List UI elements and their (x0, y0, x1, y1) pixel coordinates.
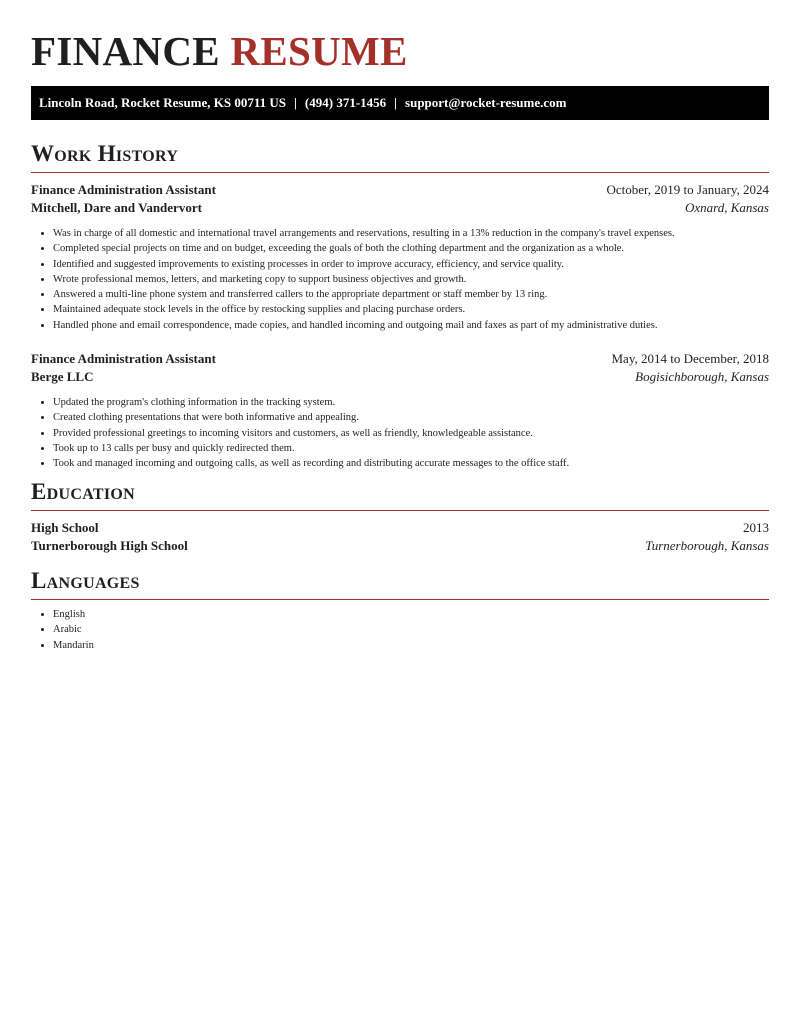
education-school-row (31, 537, 769, 555)
section-title-languages: Languages (31, 568, 140, 593)
education-section (31, 479, 769, 555)
job-location: Oxnard, Kansas (684, 200, 769, 215)
education-header-row (31, 519, 769, 537)
section-rule (31, 599, 769, 600)
job-bullet: • Maintained adequate stock levels in the office by restocking supplies and placing purchase orders. (53, 302, 769, 317)
contact-email[interactable]: support@rocket-resume.com (405, 95, 567, 110)
job-bullet: • Answered a multi-line phone system and transferred callers to the appropriate department or staff member by 13 ring. (53, 287, 769, 302)
contact-separator: | (294, 95, 297, 110)
education-year: 2013 (743, 520, 769, 535)
job-bullets (31, 226, 769, 333)
section-rule (31, 172, 769, 173)
job-position: Finance Administration Assistant (31, 182, 216, 197)
job-header-row (31, 181, 769, 199)
first-name: FINANCE (31, 28, 220, 74)
resume-name (31, 27, 408, 75)
education-degree: High School (31, 520, 99, 535)
languages-section (31, 568, 769, 653)
education-school: Turnerborough High School (31, 538, 188, 553)
job-bullet: • Took up to 13 calls per busy and quickly redirected them. (53, 441, 769, 456)
job-bullet: • Handled phone and email correspondence, made copies, and handled incoming and outgoing mail and faxes as part of my administrative duties. (53, 318, 769, 333)
job-bullet: • Took and managed incoming and outgoing calls, as well as recording and distributing accurate messages to the office staff. (53, 456, 769, 471)
job-bullets (31, 395, 769, 471)
job-company-row (31, 368, 769, 386)
job-company: Berge LLC (31, 369, 94, 385)
languages-list (31, 607, 769, 653)
job-bullet: • Identified and suggested improvements to existing processes in order to improve accuracy, efficiency, and service quality. (53, 257, 769, 272)
job-company: Mitchell, Dare and Vandervort (31, 200, 202, 215)
language-item: • English (53, 607, 769, 622)
language-item: • Arabic (53, 622, 769, 637)
job-dates: October, 2019 to January, 2024 (606, 182, 769, 197)
job-dates: May, 2014 to December, 2018 (611, 351, 769, 367)
job-location: Bogisichborough, Kansas (635, 369, 769, 385)
job-bullet: • Provided professional greetings to incoming visitors and customers, as well as friendly, knowledgeable assistance. (53, 426, 769, 441)
education-location: Turnerborough, Kansas (645, 538, 769, 553)
job-entry (31, 181, 769, 333)
education-entry (31, 519, 769, 555)
section-title-education: Education (31, 479, 135, 504)
job-bullet: • Was in charge of all domestic and international travel arrangements and reservations, resulting in a 13% reduction in the company's travel expenses. (53, 226, 769, 241)
work-history-section (31, 141, 769, 472)
contact-separator: | (394, 95, 398, 110)
language-item: • Mandarin (53, 638, 769, 653)
job-position: Finance Administration Assistant (31, 351, 216, 367)
job-company-row (31, 199, 769, 217)
job-bullet: • Completed special projects on time and on budget, exceeding the goals of both the clothing department and the organization as a whole. (53, 241, 769, 256)
section-rule (31, 510, 769, 511)
contact-address: Lincoln Road, Rocket Resume, KS 00711 US (39, 95, 287, 110)
contact-bar (31, 86, 769, 120)
contact-phone: (494) 371-1456 (304, 95, 387, 110)
job-bullet: • Wrote professional memos, letters, and marketing copy to support business objectives and growth. (53, 272, 769, 287)
section-title-work-history: Work History (31, 141, 179, 166)
job-entry (31, 350, 769, 471)
job-bullet: • Created clothing presentations that were both informative and appealing. (53, 410, 769, 425)
last-name: RESUME (230, 28, 408, 74)
job-bullet: • Updated the program's clothing information in the tracking system. (53, 395, 769, 410)
job-header-row (31, 350, 769, 368)
